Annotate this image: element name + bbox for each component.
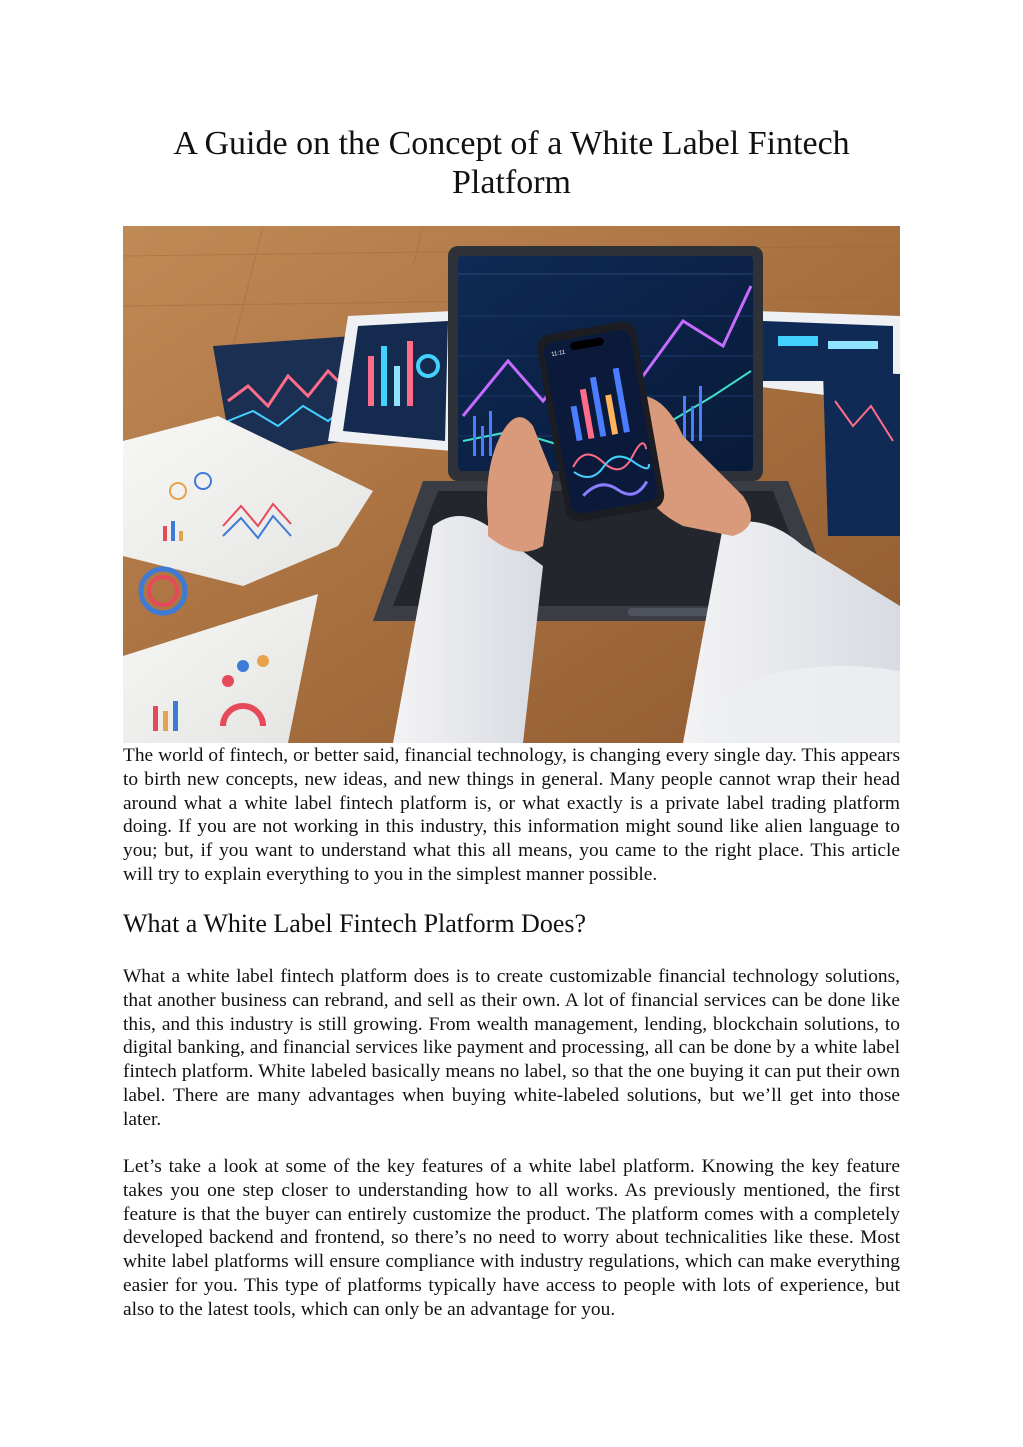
intro-paragraph: The world of fintech, or better said, financial technology, is changing every single day. This appears to birth new concepts, new ideas, and new things in general. Many people cannot wrap their head around what a white label fintech platform is, or what exactly is a private label trading platform doing. If you are not working in this industry, this information might sound like alien language to you; but, if you want to understand what this all means, you came to the right place. This article will try to explain everything to you in the simplest manner possible. — [123, 745, 900, 885]
section-paragraph-1: What a white label fintech platform does is to create customizable financial technology solutions, that another business can rebrand, and sell as their own. A lot of financial services can be done like this, and this industry is still growing. From wealth management, lending, blockchain solutions, to digital banking, and financial services like payment and processing, all can be done by a white label fintech platform. White labeled basically means no label, so that the one buying it can put their own label. There are many advantages when buying white-labeled solutions, but we’ll get into those later. — [123, 966, 900, 1130]
hero-photo — [123, 226, 900, 743]
hero-photo-illustration — [123, 226, 900, 743]
chart-paper-middle — [328, 311, 453, 451]
phone-status-time: 11:11 — [550, 349, 566, 359]
section-heading: What a White Label Fintech Platform Does? — [123, 909, 587, 938]
document-title: A Guide on the Concept of a White Label Fintech Platform — [173, 125, 850, 201]
section-paragraph-2: Let’s take a look at some of the key features of a white label platform. Knowing the key feature takes you one step closer to understanding how to all works. As previously mentioned, the first feature is that the buyer can entirely customize the product. The platform comes with a completely developed backend and frontend, so there’s no need to worry about technicalities like these. Most white label platforms will ensure compliance with industry regulations, which can make everything easier for you. This type of platforms typically have access to people with lots of experience, but also to the latest tools, which can only be an advantage for you. — [123, 1156, 900, 1320]
